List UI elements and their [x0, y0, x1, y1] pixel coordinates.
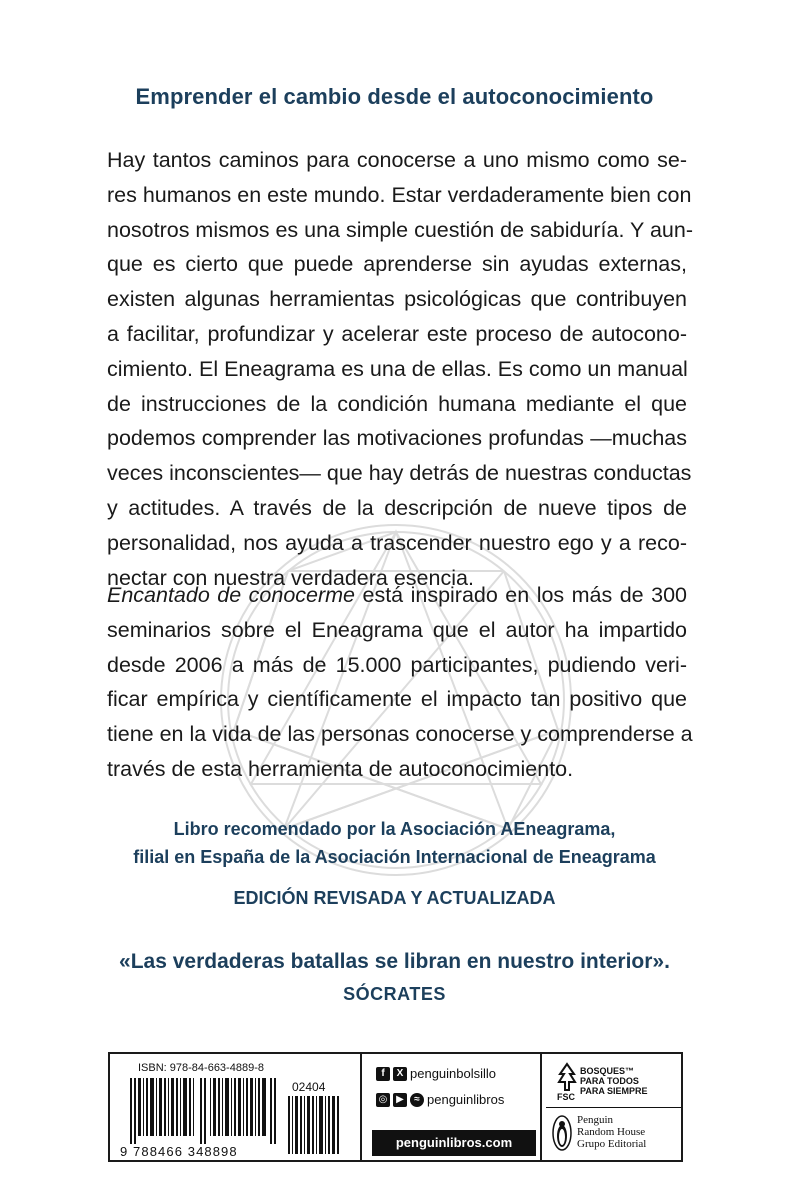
paragraph-line: seminarios sobre el Eneagrama que el autor ha impartido	[107, 617, 687, 642]
isbn-label: ISBN: 978-84-663-4889-8	[138, 1062, 264, 1074]
fsc-line-1: BOSQUES™	[580, 1066, 635, 1076]
info-box	[108, 1052, 683, 1162]
paragraph-line	[107, 578, 687, 613]
divider	[360, 1054, 362, 1160]
publisher-line-3: Grupo Editorial	[577, 1138, 647, 1150]
fsc-line-2: PARA TODOS	[580, 1076, 639, 1086]
paragraph-line: personalidad, nos ayuda a trascender nuestro ego y a reco-	[107, 530, 687, 555]
paragraph-line: nectar con nuestra verdadera esencia.	[107, 565, 474, 590]
social-row-1	[376, 1066, 496, 1081]
instagram-icon: ◎	[376, 1093, 390, 1107]
divider	[546, 1107, 681, 1108]
addon-barcode	[288, 1096, 340, 1154]
x-icon: X	[393, 1067, 407, 1081]
publisher-line-1: Penguin	[577, 1114, 614, 1126]
paragraph-1	[107, 143, 693, 595]
addon-digits: 02404	[292, 1080, 326, 1094]
paragraph-line: que es cierto que puede aprenderse sin ayudas externas,	[107, 252, 687, 277]
recommendation-line-2: filial en España de la Asociación Internacional de Eneagrama	[133, 847, 656, 867]
social-handle-2[interactable]: penguinlibros	[427, 1092, 505, 1107]
paragraph-line: y actitudes. A través de la descripción de nueve tipos de	[107, 495, 687, 520]
paragraph-line: nosotros mismos es una simple cuestión de sabiduría. Y aun-	[107, 217, 693, 242]
quote-author: SÓCRATES	[343, 984, 446, 1004]
penguin-logo-icon	[552, 1114, 572, 1152]
social-row-2	[376, 1092, 504, 1107]
recommendation	[0, 815, 789, 871]
paragraph-line: a facilitar, profundizar y acelerar este proceso de autocono-	[107, 321, 687, 346]
paragraph-text: está inspirado en los más de 300	[355, 583, 687, 607]
paragraph-line: veces inconscientes— que hay detrás de nuestras conductas	[107, 461, 692, 486]
fsc-label: FSC	[557, 1092, 575, 1102]
paragraph-line: de instrucciones de la condición humana mediante el que	[107, 391, 687, 416]
paragraph-line: cimiento. El Eneagrama es una de ellas. Es como un manual	[107, 356, 688, 381]
spotify-icon: ≈	[410, 1093, 424, 1107]
book-title: Encantado de conocerme	[107, 583, 356, 607]
heading: Emprender el cambio desde el autoconocimiento	[135, 84, 654, 109]
fsc-tree-icon	[556, 1062, 578, 1092]
paragraph-line: través de esta herramienta de autoconocimiento.	[107, 756, 574, 781]
recommendation-line-1: Libro recomendado por la Asociación AEneagrama,	[173, 819, 616, 839]
fsc-text	[580, 1066, 648, 1096]
paragraph-line: ficar empírica y científicamente el impacto tan positivo que	[107, 687, 687, 712]
youtube-icon: ▶	[393, 1093, 407, 1107]
fsc-line-3: PARA SIEMPRE	[580, 1086, 648, 1096]
paragraph-line: desde 2006 a más de 15.000 participantes, pudiendo veri-	[107, 652, 687, 677]
paragraph-line: tiene en la vida de las personas conocerse y comprenderse a	[107, 722, 693, 747]
ean-barcode	[130, 1078, 280, 1144]
quote: «Las verdaderas batallas se libran en nuestro interior».	[119, 950, 670, 973]
divider	[540, 1054, 542, 1160]
paragraph-line: podemos comprender las motivaciones profundas —muchas	[107, 426, 687, 451]
paragraph-line: existen algunas herramientas psicológicas que contribuyen	[107, 287, 687, 312]
publisher-line-2: Random House	[577, 1126, 646, 1138]
paragraph-line: res humanos en este mundo. Estar verdaderamente bien con	[107, 182, 692, 207]
paragraph-2	[107, 578, 693, 787]
website-link[interactable]: penguinlibros.com	[372, 1130, 536, 1156]
paragraph-line: Hay tantos caminos para conocerse a uno mismo como se-	[107, 148, 687, 172]
edition-label: EDICIÓN REVISADA Y ACTUALIZADA	[233, 888, 556, 908]
facebook-icon: f	[376, 1067, 390, 1081]
ean-digits: 9 788466 348898	[120, 1144, 238, 1159]
social-handle-1[interactable]: penguinbolsillo	[410, 1066, 497, 1081]
